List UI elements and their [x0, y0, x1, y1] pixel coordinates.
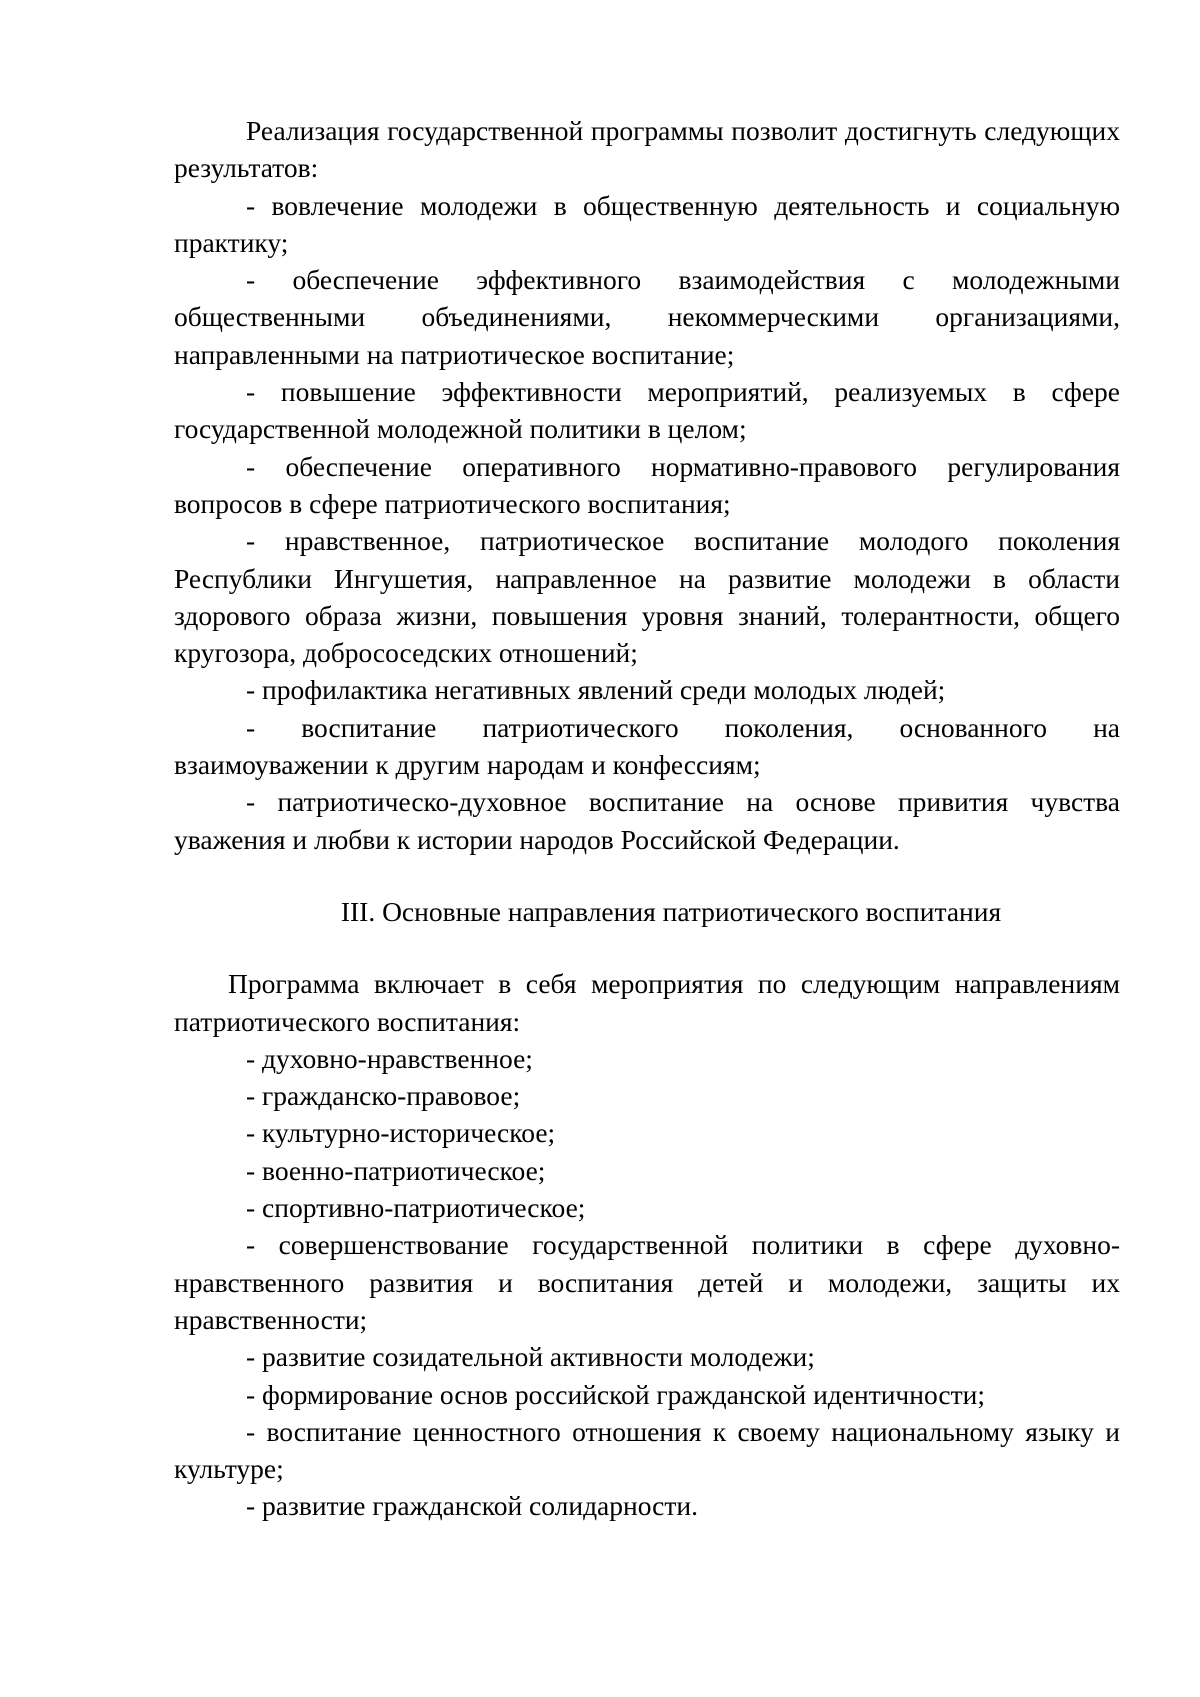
directions-section	[174, 965, 1120, 1524]
result-item: - патриотическо-духовное воспитание на основе привития чувства уважения и любви к истории народов Российской Федерации.	[174, 786, 1120, 855]
results-intro: Реализация государственной программы позволит достигнуть следующих результатов:	[174, 115, 1120, 184]
result-item: - нравственное, патриотическое воспитание молодого поколения Республики Ингушетия, направленное на развитие молодежи в области здорового образа жизни, повышения уровня знаний, толерантности, общего кругозора, добрососедских отношений;	[174, 525, 1120, 669]
result-item: - профилактика негативных явлений среди молодых людей;	[246, 674, 946, 706]
result-item: - вовлечение молодежи в общественную деятельность и социальную практику;	[174, 189, 1120, 258]
direction-item: - развитие гражданской солидарности.	[246, 1490, 698, 1522]
result-item: - воспитание патриотического поколения, основанного на взаимоуважении к другим народам и конфессиям;	[174, 711, 1120, 781]
direction-item: - гражданско-правовое;	[246, 1080, 521, 1112]
direction-item: - духовно-нравственное;	[246, 1042, 533, 1074]
direction-item: - совершенствование государственной политики в сфере духовно-нравственного развития и воспитания детей и молодежи, защиты их нравственности;	[174, 1229, 1120, 1335]
results-section	[174, 112, 1120, 858]
direction-item: - воспитание ценностного отношения к своему национальному языку и культуре;	[174, 1415, 1120, 1485]
section-heading: III. Основные направления патриотического воспитания	[340, 895, 1002, 927]
direction-item: - военно-патриотическое;	[246, 1154, 546, 1186]
direction-item: - развитие созидательной активности молодежи;	[246, 1341, 815, 1373]
result-item: - обеспечение эффективного взаимодействия с молодежными общественными объединениями, некоммерческими организациями, направленными на патриотическое воспитание;	[174, 264, 1120, 370]
direction-item: - культурно-историческое;	[246, 1117, 556, 1149]
direction-item: - спортивно-патриотическое;	[246, 1192, 586, 1224]
directions-intro: Программа включает в себя мероприятия по следующим направлениям патриотического воспитания:	[174, 968, 1120, 1037]
result-item: - обеспечение оперативного нормативно-правового регулирования вопросов в сфере патриотического воспитания;	[174, 450, 1120, 519]
document-page	[174, 112, 1120, 1525]
result-item: - повышение эффективности мероприятий, реализуемых в сфере государственной молодежной политики в целом;	[174, 376, 1120, 445]
direction-item: - формирование основ российской гражданской идентичности;	[246, 1378, 985, 1410]
